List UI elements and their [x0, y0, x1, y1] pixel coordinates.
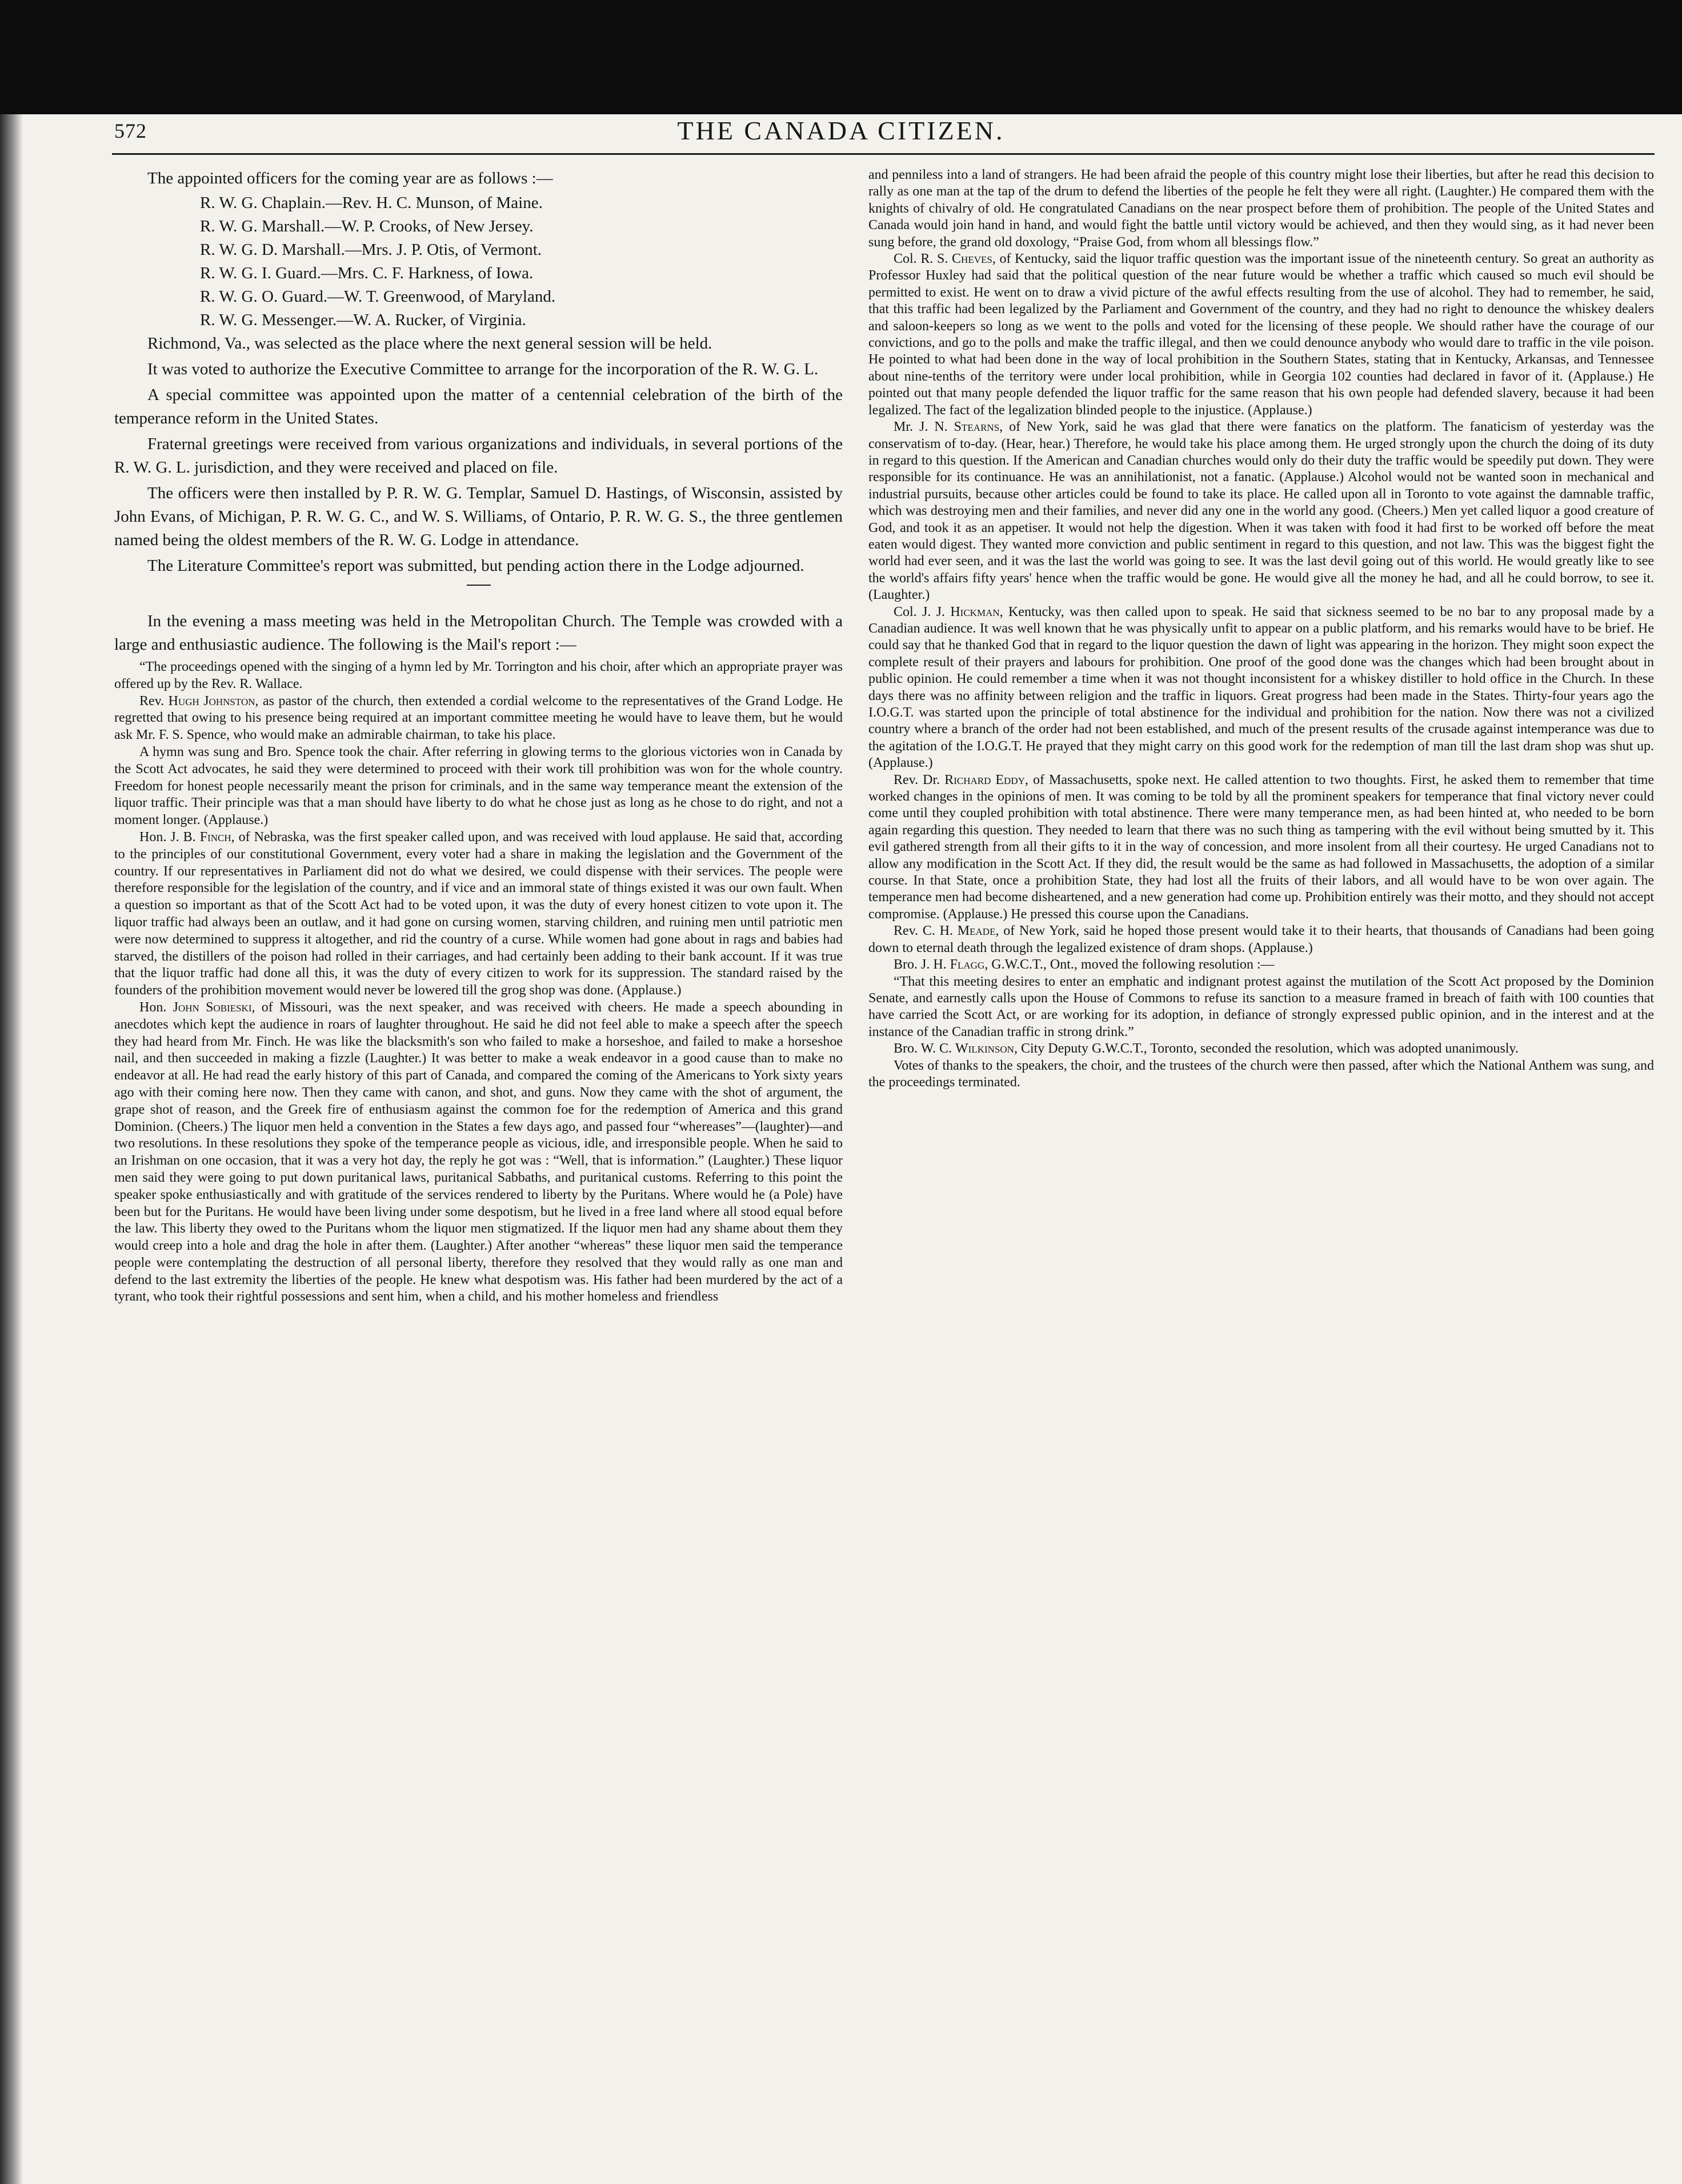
report-paragraph: A special committee was appointed upon the matter of a centennial celebration of the birth of the temperance reform in the United States. [114, 386, 843, 427]
section-divider [467, 585, 491, 586]
evening-paragraph: In the evening a mass meeting was held in the Metropolitan Church. The Temple was crowded with a large and enthusiastic audience. The following is the Mail's report :— [114, 612, 843, 654]
speech-paragraph: Hon. John Sobieski, of Missouri, was the next speaker, and was received with cheers. He made a speech abounding in anecdotes which kept the audience in roars of laughter throughout. He said he did not feel able to make a speech after the speech they had heard from Mr. Finch. He was like the blacksmith's son who failed to make a horseshoe, and failed to make a horseshoe nail, and then succeeded in making a fizzle (Laughter.) It was better to make a weak endeavor in a good cause than to make no endeavor at all. He had read the early history of this part of Canada, and compared the coming of the Americans to York sixty years ago with their coming here now. Then they came with canon, and shot, and guns. Now they came with the shot of argument, the grape shot of reason, and the Greek fire of enthusiasm against the common foe for the redemption of America and this grand Dominion. (Cheers.) The liquor men held a convention in the States a few days ago, and passed four “whereases”—(laughter)—and two resolutions. In these resolutions they spoke of the temperance people as vicious, idle, and irresponsible people. When he said to an Irishman on one occasion, that it was a very hot day, the reply he got was : “Well, that is information.” (Laughter.) These liquor men said they were going to put down puritanical laws, puritanical Sabbaths, and puritanical customs. Referring to this point the speaker spoke enthusiastically and with gratitude of the services rendered to liberty by the Puritans. Where would he (a Pole) have been but for the Puritans. He would have been living under some despotism, but he lived in a free land where all stood equal before the law. This liberty they owed to the Puritans whom the liquor men stigmatized. If the liquor men had any shame about them they would creep into a hole and drag the hole in after them. (Laughter.) After another “whereas” these liquor men said the temperance people were contemplating the destruction of all personal liberty, therefore they resolved that they would rally as one man and defend to the last extremity the liberties of the people. He knew what despotism was. His father had been murdered by the act of a tyrant, who took their rightful possessions and sent him, when a child, and his mother homeless and friendless [114, 999, 843, 1305]
header-rule [112, 153, 1655, 155]
speech-paragraph: Col. R. S. Cheves, of Kentucky, said the liquor traffic question was the important issue of the nineteenth century. So great an authority as Professor Huxley had said that the political question of the near future would be whether a traffic which caused so much evil should be permitted to exist. He went on to draw a vivid picture of the awful effects resulting from the use of alcohol. They had to remember, he said, that this traffic had been legalized by the Parliament and Government of the country, and they had no right to denounce the whiskey dealers and saloon-keepers so long as we went to the polls and voted for the licensing of these people. We should rather have the courage of our convictions, and go to the polls and make the traffic illegal, and then we could denounce anybody who would dare to traffic in the vile poison. He pointed to what had been done in the way of local prohibition in the Southern States, stating that in Kentucky, Arkansas, and Tennessee about nine-tenths of the territory were under local prohibition, while in Georgia 102 counties had declared in favor of it. (Applause.) He pointed out that many people defended the liquor traffic for the same reason that his own people had defended slavery, because it had been legalized. The fact of the legalization blinded people to the injustice. (Applause.) [868, 251, 1654, 418]
speaker-name: Flagg [950, 957, 985, 973]
speech-paragraph: and penniless into a land of strangers. He had been afraid the people of this country might lose their liberties, but after he read this decision to rally as one man at the tap of the drum to defend the liberties of the people he felt they were all right. (Laughter.) He compared them with the knights of chivalry of old. He congratulated Canadians on the near prospect before them of prohibition. The people of the United States and Canada would join hand in hand, and would fight the battle until victory would be achieved, and then they would sing, as it had never been sung before, the grand old doxology, “Praise God, from whom all blessings flow.” [868, 167, 1654, 250]
report-paragraph: The Literature Committee's report was submitted, but pending action there in the Lodge adjourned. [147, 557, 804, 575]
speech-paragraph: “The proceedings opened with the singing of a hymn led by Mr. Torrington and his choir, after which an appropriate prayer was offered up by the Rev. R. Wallace. [114, 659, 843, 691]
speaker-name: J. N. Stearns [919, 419, 1000, 435]
scan-left-edge [0, 114, 23, 2184]
speaker-name: Finch [199, 829, 231, 845]
speech-paragraph: Bro. J. H. Flagg, G.W.C.T., Ont., moved the following resolution :— [894, 957, 1275, 973]
speech-paragraph: Mr. J. N. Stearns, of New York, said he was glad that there were fanatics on the platform. The fanaticism of yesterday was the conservatism of to-day. (Hear, hear.) Therefore, he would take his place among them. He urged strongly upon the church the doing of its duty in regard to this question. If the American and Canadian churches would only do their duty the traffic would be speedily put down. They were responsible for its continuance. He was an annihilationist, not a fanatic. (Applause.) Alcohol would not be wanted soon in mechanical and industrial pursuits, because other articles could be found to take its place. He called upon all in Toronto to vote against the damnable traffic, which was destroying men and their families, and never did any one in the world any good. (Cheers.) Men yet called liquor a good creature of God, and took it as an appetiser. It would not help the digestion. When it was taken with food it had first to be worked off before the meat eaten would digest. They wanted more conviction and public sentiment in regard to this question, and not law. This was the biggest fight the world had ever seen, and it was the last the world was going to see. It was the last devil going out of this world. He would greatly like to see the world's affairs fifty years' hence when the traffic would be gone. He would give all the money he had, and all he could borrow, to see it. (Laughter.) [868, 419, 1655, 603]
officer-entry: R. W. G. D. Marshall.—Mrs. J. P. Otis, of Vermont. [200, 241, 542, 259]
speaker-name: Richard Eddy [944, 772, 1025, 787]
officer-entry: R. W. G. Chaplain.—Rev. H. C. Munson, of Maine. [200, 194, 543, 212]
speaker-name: Hugh Johnston [168, 693, 255, 709]
speaker-name: R. S. Cheves [920, 251, 992, 267]
officer-entry: R. W. G. Messenger.—W. A. Rucker, of Virginia. [200, 311, 526, 329]
report-paragraph: It was voted to authorize the Executive Committee to arrange for the incorporation of the R. W. G. L. [147, 360, 819, 378]
speech-paragraph: Rev. Hugh Johnston, as pastor of the church, then extended a cordial welcome to the representatives of the Grand Lodge. He regretted that owing to his presence being required at an important committee meeting he would have to leave them, but he would ask Mr. F. S. Spence, who would make an admirable chairman, to take his place. [114, 693, 843, 743]
speaker-name: Meade [957, 923, 996, 939]
speech-paragraph: Rev. C. H. Meade, of New York, said he hoped those present would take it to their hearts, that thousands of Canadians had been going down to eternal death through the legalized existence of dram shops. (Applause.) [868, 923, 1654, 955]
officer-entry: R. W. G. I. Guard.—Mrs. C. F. Harkness, of Iowa. [200, 264, 534, 282]
report-paragraph: Richmond, Va., was selected as the place where the next general session will be held. [147, 334, 712, 353]
report-paragraph: Fraternal greetings were received from various organizations and individuals, in several portions of the R. W. G. L. jurisdiction, and they were received and placed on file. [114, 435, 843, 477]
scan-top-band [0, 0, 1682, 114]
speech-paragraph: Bro. W. C. Wilkinson, City Deputy G.W.C.T., Toronto, seconded the resolution, which was adopted unanimously. [894, 1041, 1519, 1057]
page-number: 572 [114, 119, 147, 142]
running-head: THE CANADA CITIZEN. [677, 116, 1005, 145]
speaker-name: Hickman [950, 604, 1000, 619]
speech-paragraph: Col. J. J. Hickman, Kentucky, was then called upon to speak. He said that sickness seemed to be no bar to any proposal made by a Canadian audience. It was well known that he was physically unfit to appear on a public platform, and his remarks would have to be brief. He could say that he thanked God that in regard to the liquor question the dawn of light was appearing in the horizon. They might soon expect the complete result of their prayers and labours for prohibition. One proof of the good done was the changes which had been brought about in public opinion. He could remember a time when it was not thought inconsistent for a whiskey distiller to hold office in the Church. In these days there was no affinity between religion and the traffic in liquors. Great progress had been made in the States. Thirty-four years ago the I.O.G.T. was started upon the principle of total abstinence for the individual and prohibition for the nation. Now there was not a civilized country where a branch of the order had not been established, and much of the present results of the crusade against intemperance was due to the agitation of the I.O.G.T. He prayed that they might carry on this good work for the redemption of man till the last dram shop was shut up. (Applause.) [868, 604, 1654, 771]
speech-paragraph: A hymn was sung and Bro. Spence took the chair. After referring in glowing terms to the glorious victories won in Canada by the Scott Act advocates, he said they were determined to proceed with their work till prohibition was won for the whole country. Freedom for honest people necessarily meant the prison for criminals, and in the same way temperance meant the extension of the liquor traffic. Their principle was that a man should have liberty to do what he chose just as long as he chose to do right, and not a moment longer. (Applause.) [114, 744, 843, 828]
officer-entry: R. W. G. O. Guard.—W. T. Greenwood, of Maryland. [200, 287, 556, 306]
speech-paragraph: Votes of thanks to the speakers, the choir, and the trustees of the church were then passed, after which the National Anthem was sung, and the proceedings terminated. [868, 1058, 1654, 1090]
officers-intro: The appointed officers for the coming year are as follows :— [147, 169, 553, 187]
report-paragraph: The officers were then installed by P. R. W. G. Templar, Samuel D. Hastings, of Wisconsin, assisted by John Evans, of Michigan, P. R. W. G. C., and W. S. Williams, of Ontario, P. R. W. G. S., the three gentlemen named being the oldest members of the R. W. G. Lodge in attendance. [114, 484, 843, 549]
speaker-name: Wilkinson [955, 1041, 1014, 1057]
speech-paragraph: Hon. J. B. Finch, of Nebraska, was the first speaker called upon, and was received with loud applause. He said that, according to the principles of our constitutional Government, every voter had a share in making the legislation and the Government of the country. If our representatives in Parliament did not do what we desired, we could dispense with their services. The people were therefore responsible for the legislation of the country, and if vice and an immoral state of things existed it was our own fault. When a question so important as that of the Scott Act had to be voted upon, it was the duty of every honest citizen to vote upon it. The liquor traffic had always been an outlaw, and it had gone on cursing women, starving children, and ruining men until patriotic men were now determined to suppress it altogether, and rid the country of a curse. While women had gone about in rags and babies had starved, the distillers of the poison had rolled in their carriages, and had certainly been adding to their bank account. If it was true that the liquor traffic had done all this, it was the duty of every citizen to work for its suppression. The standard raised by the founders of the prohibition movement would never be lowered till the grog shop was done. (Applause.) [114, 829, 843, 998]
right-column [868, 167, 1654, 1091]
officer-entry: R. W. G. Marshall.—W. P. Crooks, of New Jersey. [200, 217, 534, 235]
speech-paragraph: Rev. Dr. Richard Eddy, of Massachusetts, spoke next. He called attention to two thoughts. First, he asked them to remember that time worked changes in the opinions of men. It was coming to be told by all the prominent speakers for temperance that final victory never could come until they coupled prohibition with total abstinence. There were many temperance men, as had been hinted at, who needed to be born again regarding this question. They needed to learn that there was no such thing as tampering with the evil without being smutted by it. This evil gathered strength from all their gifts to it in the way of concession, and more insolent from all their courtesy. He urged Canadians not to allow any modification in the Scott Act. If they did, the result would be the same as had followed in Massachusetts, the adoption of a similar course. In that State, once a prohibition State, they had lost all the fruits of their labors, and all would have to be won over again. The temperance men had become disheartened, and a new generation had come up. Prohibition entirely was their motto, and they should not accept compromise. (Applause.) He pressed this course upon the Canadians. [868, 772, 1655, 922]
speaker-name: John Sobieski [173, 999, 252, 1015]
officers-list [114, 167, 843, 332]
resolution-text: “That this meeting desires to enter an emphatic and indignant protest against the mutilation of the Scott Act proposed by the Dominion Senate, and earnestly calls upon the House of Commons to refuse its sanction to a measure framed in breach of faith with 100 counties that have carried the Scott Act, or are working for its adoption, in defiance of strongly expressed public opinion, and in the interest and at the instance of the Canadian traffic in strong drink.” [868, 974, 1654, 1039]
left-column [114, 167, 843, 1306]
